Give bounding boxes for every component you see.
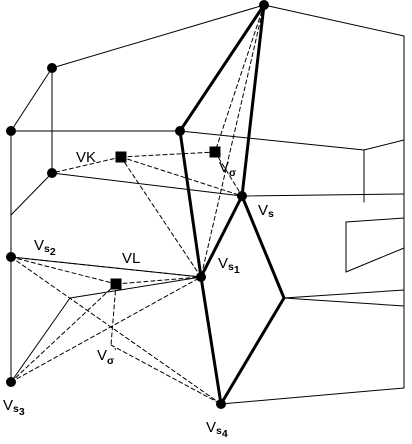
- vertex-vs4: [216, 399, 226, 409]
- vertex-left-top: [6, 126, 16, 136]
- marker-vk: [116, 152, 127, 163]
- marker-vl: [111, 279, 122, 290]
- dash-vsigmaprime-vs4: [111, 345, 221, 404]
- edge-bottom-lower-right: [284, 298, 404, 306]
- edge-bottom-back-h: [70, 277, 201, 298]
- edge-mid-top-far: [364, 140, 404, 150]
- label-vk: VK: [76, 149, 97, 166]
- vertex-vs: [237, 191, 247, 201]
- edge-lower-right-a: [284, 290, 404, 298]
- bold-vs1-to-vs4: [201, 277, 221, 404]
- bold-right-to-vs4: [221, 298, 284, 404]
- label-vl: VL: [122, 250, 141, 267]
- label-vs: Vs: [258, 202, 274, 220]
- bold-edges: [180, 5, 284, 404]
- dash-top-vs1: [201, 5, 264, 277]
- edge-mid-band-slant: [11, 173, 52, 215]
- edge-mid-top-right: [180, 131, 364, 150]
- mesh-edges: [11, 5, 404, 404]
- edge-bottom-back: [11, 298, 70, 382]
- vertex-back-top-left: [47, 63, 57, 73]
- edge-mid-band-left: [52, 173, 242, 196]
- edge-roof-right: [264, 5, 404, 36]
- label-vs3: $Vs_3$: [3, 397, 25, 418]
- label-vs1: $Vs_1$: [218, 255, 240, 276]
- label-vsigma-prime: $V_\sigma'$: [97, 347, 117, 367]
- vertex-back-mid: [47, 168, 57, 178]
- label-vs4: $Vs_4$: [206, 419, 228, 440]
- vertex-vs1: [196, 272, 206, 282]
- vertex-top: [259, 0, 269, 10]
- dash-vs2-vl: [11, 257, 116, 284]
- marker-vsigma: [210, 147, 221, 158]
- edge-roof-front: [52, 5, 264, 68]
- vertex-vs3: [6, 377, 16, 387]
- edge-lower-right-d: [346, 218, 404, 222]
- dash-vl-vsigmaprime: [111, 284, 116, 345]
- edge-bottom-right: [221, 388, 404, 404]
- label-vsigma: $V_\sigma$: [219, 159, 237, 179]
- labels: [3, 149, 274, 440]
- vertex-vs2: [6, 252, 16, 262]
- dash-vl-vs1: [116, 277, 201, 284]
- vertices: [6, 0, 269, 409]
- dash-vk-vsigma: [121, 152, 215, 157]
- dash-vs3-vs1: [11, 277, 201, 382]
- label-vs2: $Vs_2$: [34, 237, 56, 258]
- edge-roof-left: [11, 68, 52, 131]
- edge-mid-band-right: [242, 194, 404, 196]
- vertex-bold-left: [175, 126, 185, 136]
- edge-lower-right-b: [346, 248, 404, 272]
